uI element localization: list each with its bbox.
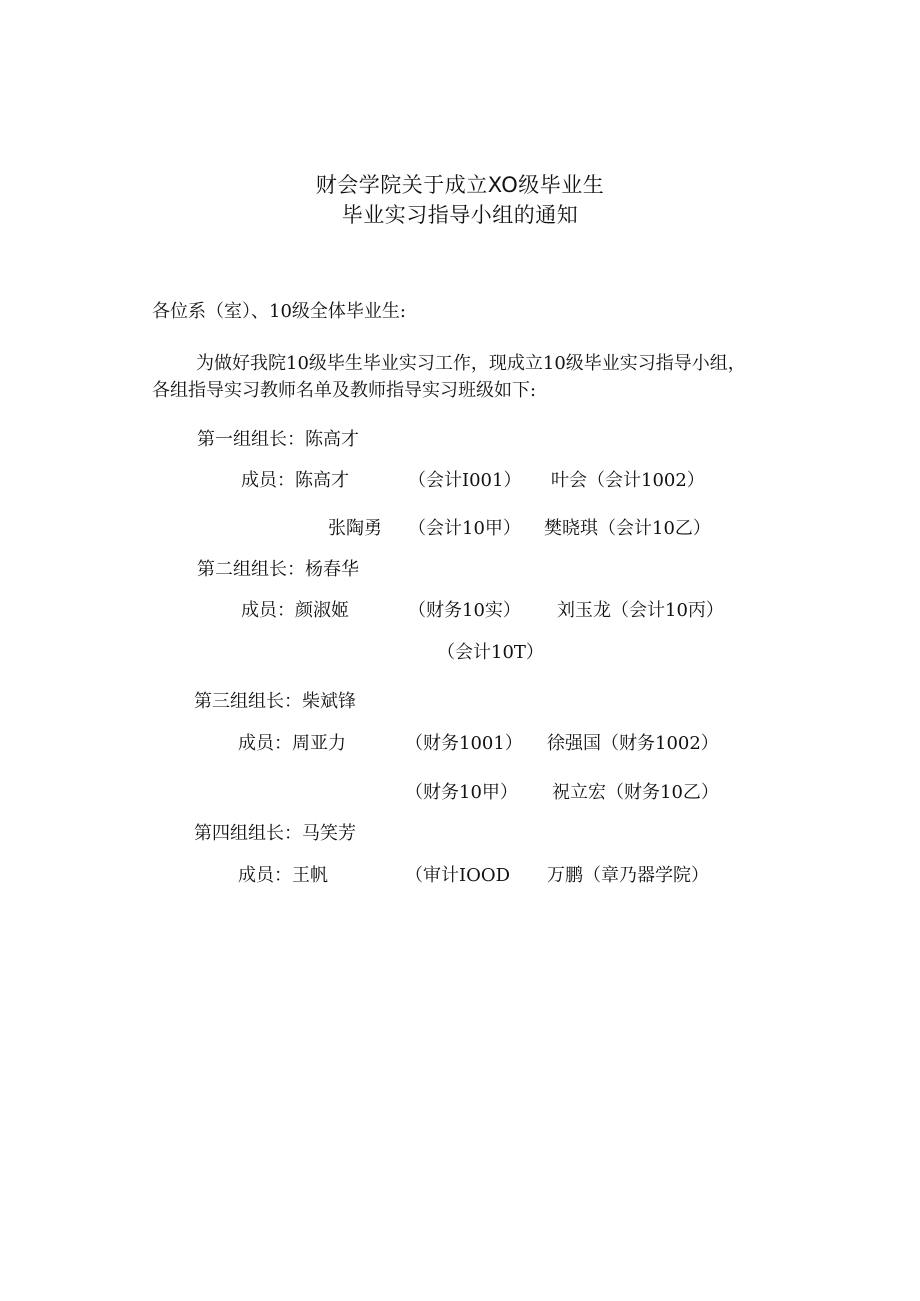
group-3-member-class: （财务1001） xyxy=(405,733,523,754)
group-4-leader: 第四组组长：马笑芳 xyxy=(194,823,356,844)
group-1-member-name: 张陶勇 xyxy=(328,518,382,539)
group-3-member-entry: 祝立宏（财务10乙） xyxy=(552,782,719,803)
group-4-member-entry: 万鹏（章乃器学院） xyxy=(547,865,709,886)
group-1-member-class: （会计I001） xyxy=(408,470,522,491)
group-1-member-entry: 樊晓琪（会计10乙） xyxy=(544,518,711,539)
group-1-member-name: 成员：陈高才 xyxy=(241,470,349,491)
group-2-member-class: （财务10实） xyxy=(408,600,521,621)
group-2-member-class: （会计10T） xyxy=(437,642,544,663)
group-3-leader: 第三组组长：柴斌锋 xyxy=(194,691,356,712)
group-1-member-entry: 叶会（会计1002） xyxy=(551,470,705,491)
group-2-leader: 第二组组长：杨春华 xyxy=(197,559,359,580)
group-4-member-name: 成员：王帆 xyxy=(238,865,328,886)
salutation: 各位系（室）、10级全体毕业生: xyxy=(152,301,406,322)
group-2-member-entry: 刘玉龙（会计10丙） xyxy=(557,600,724,621)
group-4-member-class: （审计IOOD xyxy=(405,865,511,886)
group-1-leader: 第一组组长：陈高才 xyxy=(197,429,359,450)
intro-paragraph-line-2: 各组指导实习教师名单及教师指导实习班级如下: xyxy=(152,380,537,401)
notice-title-line-1: 财会学院关于成立XO级毕业生 xyxy=(315,173,605,197)
intro-paragraph-line-1: 为做好我院10级毕生毕业实习工作，现成立10级毕业实习指导小组， xyxy=(196,353,746,374)
group-3-member-class: （财务10甲） xyxy=(405,782,518,803)
group-3-member-name: 成员：周亚力 xyxy=(238,733,346,754)
notice-title-line-2: 毕业实习指导小组的通知 xyxy=(341,203,579,227)
group-2-member-name: 成员：颜淑姬 xyxy=(241,600,349,621)
group-3-member-entry: 徐强国（财务1002） xyxy=(547,733,719,754)
group-1-member-class: （会计10甲） xyxy=(408,518,521,539)
